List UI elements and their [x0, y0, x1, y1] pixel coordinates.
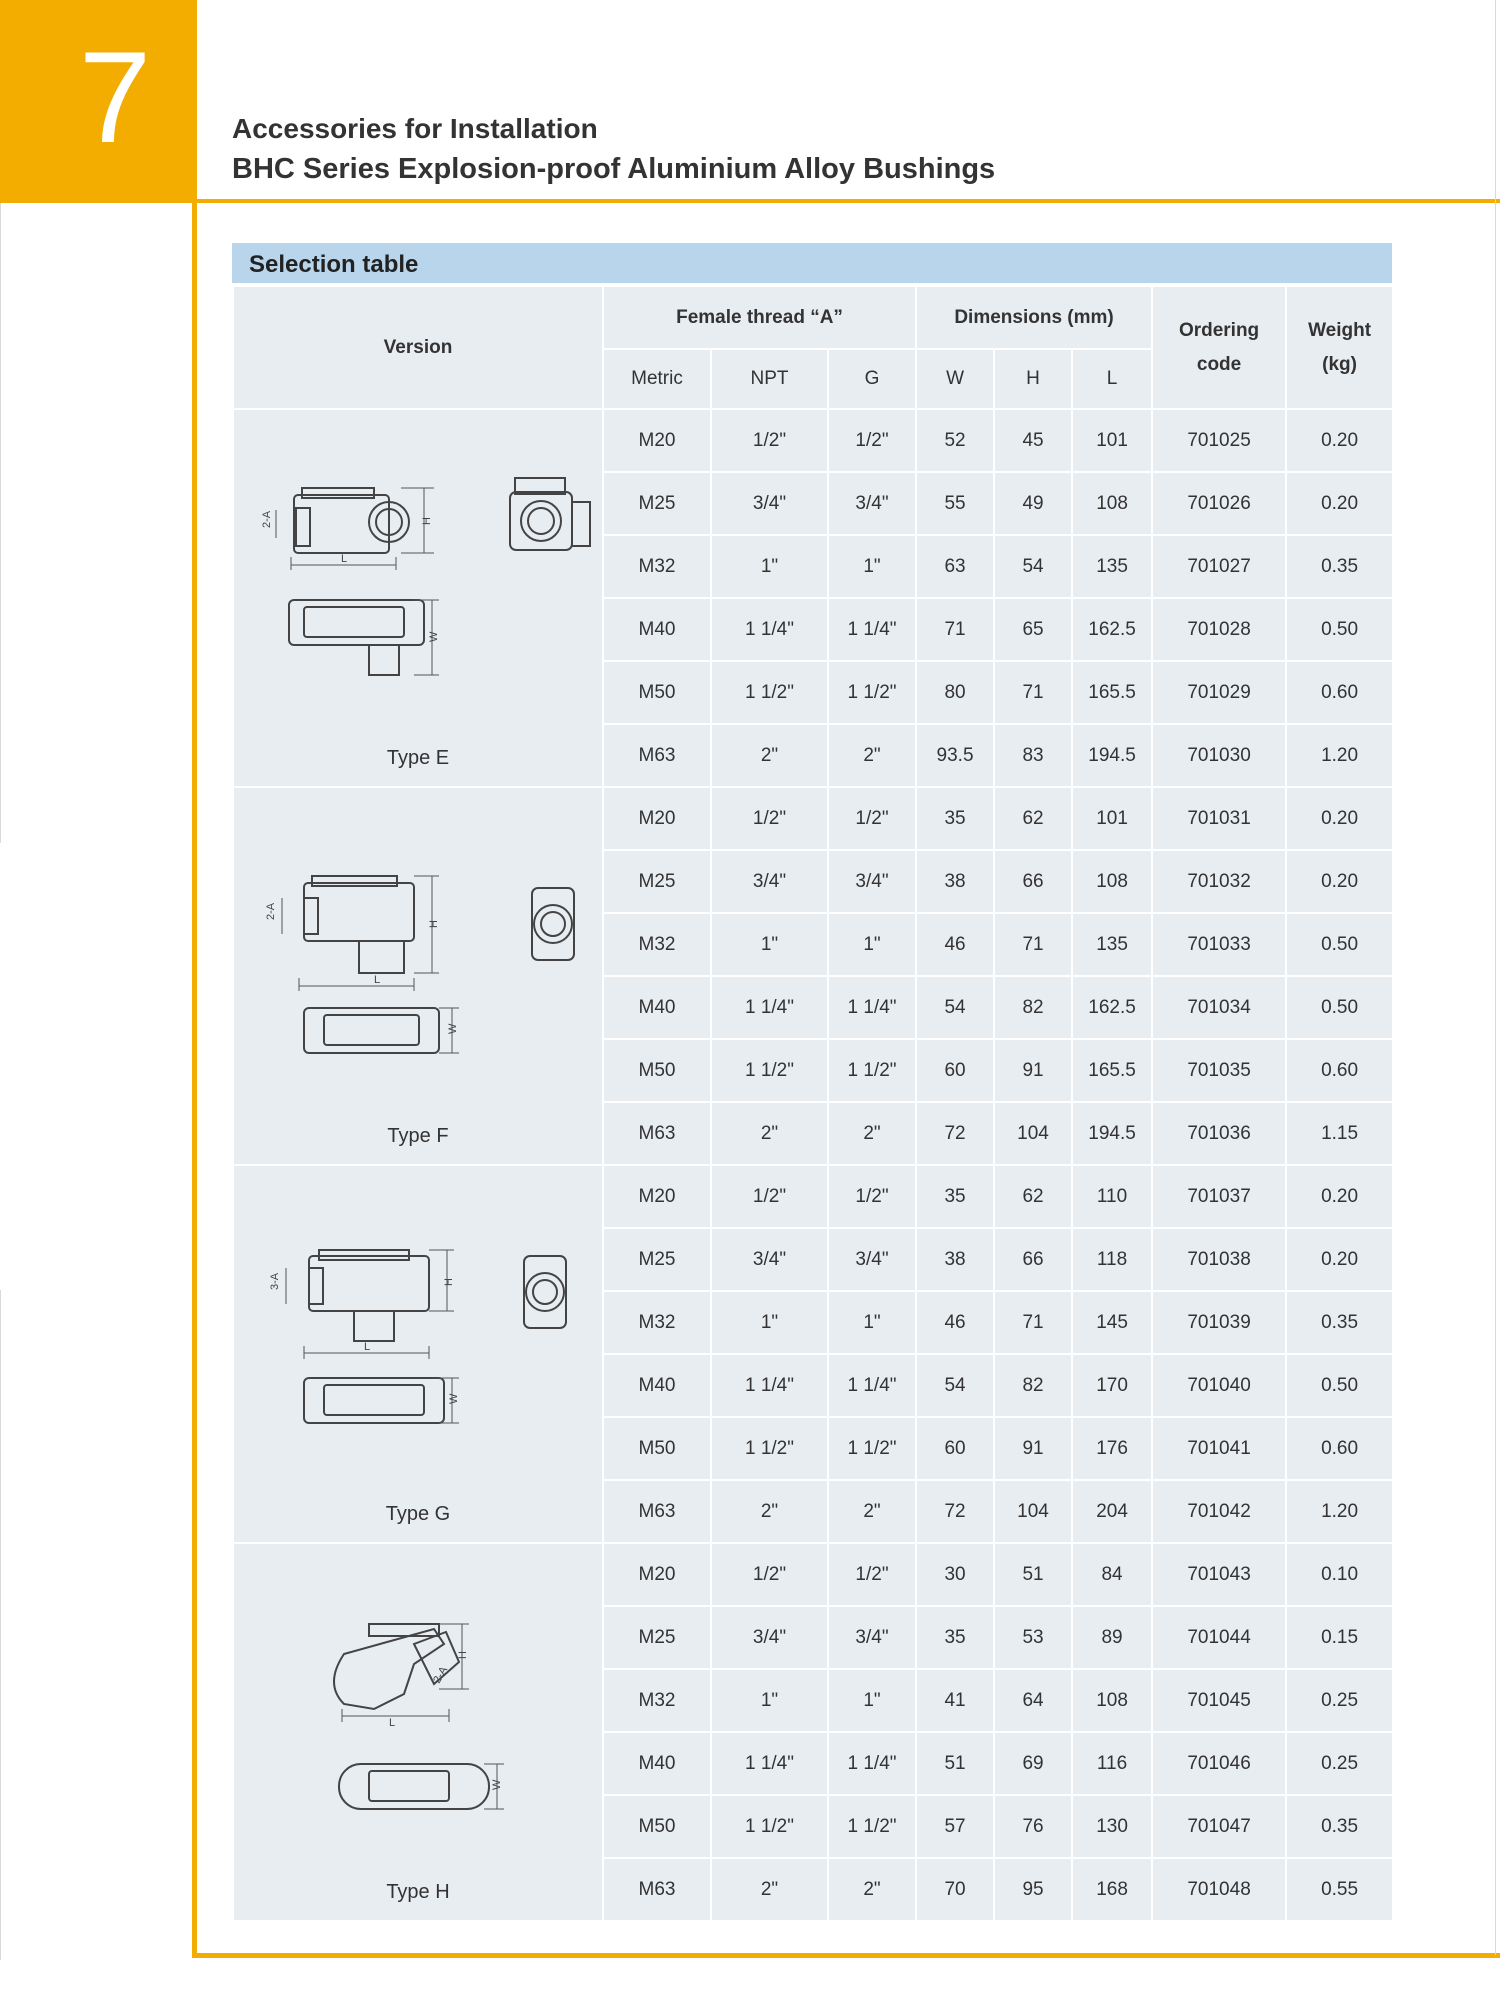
ordering-code-cell: 701029	[1152, 661, 1286, 724]
h-cell: 65	[994, 598, 1072, 661]
female-thread-header: Female thread “A”	[603, 286, 916, 349]
npt-cell: 3/4"	[711, 850, 828, 913]
g-cell: 1 1/2"	[828, 1417, 916, 1480]
npt-cell: 1 1/2"	[711, 1039, 828, 1102]
l-cell: 170	[1072, 1354, 1152, 1417]
metric-cell: M20	[603, 1165, 711, 1228]
npt-cell: 1/2"	[711, 409, 828, 472]
l-cell: 194.5	[1072, 1102, 1152, 1165]
npt-cell: 2"	[711, 1858, 828, 1921]
version-cell	[233, 1165, 603, 1543]
l-cell: 168	[1072, 1858, 1152, 1921]
metric-cell: M25	[603, 1228, 711, 1291]
w-cell: 38	[916, 850, 994, 913]
ordering-code-cell: 701027	[1152, 535, 1286, 598]
w-cell: 60	[916, 1417, 994, 1480]
w-header: W	[916, 349, 994, 409]
h-cell: 45	[994, 409, 1072, 472]
h-cell: 82	[994, 976, 1072, 1039]
w-cell: 30	[916, 1543, 994, 1606]
ordering-code-cell: 701031	[1152, 787, 1286, 850]
weight-cell: 0.50	[1286, 598, 1393, 661]
npt-cell: 1 1/2"	[711, 1795, 828, 1858]
g-cell: 1 1/4"	[828, 598, 916, 661]
dim-a: 2-A	[261, 510, 273, 528]
ordering-code-cell: 701030	[1152, 724, 1286, 787]
weight-cell: 0.50	[1286, 976, 1393, 1039]
g-cell: 1 1/2"	[828, 1039, 916, 1102]
weight-cell: 0.25	[1286, 1669, 1393, 1732]
g-cell: 3/4"	[828, 1606, 916, 1669]
weight-cell: 0.20	[1286, 472, 1393, 535]
npt-header: NPT	[711, 349, 828, 409]
l-cell: 108	[1072, 472, 1152, 535]
ordering-code-cell: 701042	[1152, 1480, 1286, 1543]
l-cell: 165.5	[1072, 661, 1152, 724]
h-cell: 95	[994, 1858, 1072, 1921]
g-cell: 3/4"	[828, 472, 916, 535]
w-cell: 60	[916, 1039, 994, 1102]
metric-cell: M50	[603, 661, 711, 724]
ordering-code-cell: 701048	[1152, 1858, 1286, 1921]
g-cell: 1 1/2"	[828, 661, 916, 724]
chapter-number: 7	[78, 24, 152, 170]
g-cell: 1"	[828, 1291, 916, 1354]
g-cell: 1 1/4"	[828, 1354, 916, 1417]
l-cell: 165.5	[1072, 1039, 1152, 1102]
g-cell: 2"	[828, 1480, 916, 1543]
metric-cell: M50	[603, 1795, 711, 1858]
npt-cell: 1 1/2"	[711, 1417, 828, 1480]
npt-cell: 2"	[711, 1102, 828, 1165]
h-cell: 76	[994, 1795, 1072, 1858]
w-cell: 63	[916, 535, 994, 598]
g-cell: 1 1/4"	[828, 1732, 916, 1795]
l-cell: 204	[1072, 1480, 1152, 1543]
weight-cell: 0.20	[1286, 1165, 1393, 1228]
g-cell: 1/2"	[828, 1543, 916, 1606]
h-cell: 91	[994, 1039, 1072, 1102]
ordering-code-cell: 701047	[1152, 1795, 1286, 1858]
dim-l: L	[364, 1341, 371, 1353]
dim-h: H	[443, 1278, 455, 1286]
h-cell: 83	[994, 724, 1072, 787]
ordering-code-cell: 701037	[1152, 1165, 1286, 1228]
metric-cell: M32	[603, 913, 711, 976]
ordering-code-cell: 701032	[1152, 850, 1286, 913]
h-cell: 82	[994, 1354, 1072, 1417]
npt-cell: 1/2"	[711, 787, 828, 850]
metric-cell: M20	[603, 409, 711, 472]
w-cell: 38	[916, 1228, 994, 1291]
l-cell: 116	[1072, 1732, 1152, 1795]
metric-cell: M63	[603, 724, 711, 787]
ordering-code-cell: 701046	[1152, 1732, 1286, 1795]
g-cell: 1/2"	[828, 787, 916, 850]
metric-cell: M63	[603, 1480, 711, 1543]
weight-cell: 0.15	[1286, 1606, 1393, 1669]
dim-w: W	[428, 631, 440, 642]
w-cell: 55	[916, 472, 994, 535]
w-cell: 72	[916, 1102, 994, 1165]
weight-header: Weight (kg)	[1286, 286, 1393, 409]
version-header: Version	[233, 286, 603, 409]
h-cell: 104	[994, 1480, 1072, 1543]
type-e-drawing	[234, 410, 600, 780]
page-edge-line	[1495, 0, 1496, 1955]
table-row	[233, 787, 1393, 850]
g-cell: 2"	[828, 724, 916, 787]
metric-cell: M25	[603, 472, 711, 535]
npt-cell: 1 1/4"	[711, 1354, 828, 1417]
metric-cell: M40	[603, 1732, 711, 1795]
l-cell: 110	[1072, 1165, 1152, 1228]
type-g-drawing	[234, 1166, 600, 1536]
w-cell: 54	[916, 1354, 994, 1417]
l-cell: 135	[1072, 913, 1152, 976]
version-cell	[233, 1543, 603, 1921]
g-cell: 1"	[828, 535, 916, 598]
npt-cell: 3/4"	[711, 472, 828, 535]
npt-cell: 1/2"	[711, 1543, 828, 1606]
metric-cell: M20	[603, 1543, 711, 1606]
ordering-code-cell: 701040	[1152, 1354, 1286, 1417]
w-cell: 93.5	[916, 724, 994, 787]
g-cell: 1 1/4"	[828, 976, 916, 1039]
g-cell: 2"	[828, 1858, 916, 1921]
npt-cell: 2"	[711, 1480, 828, 1543]
ordering-code-cell: 701026	[1152, 472, 1286, 535]
ordering-code-cell: 701043	[1152, 1543, 1286, 1606]
metric-cell: M50	[603, 1417, 711, 1480]
metric-cell: M40	[603, 1354, 711, 1417]
npt-cell: 3/4"	[711, 1606, 828, 1669]
ordering-code-cell: 701035	[1152, 1039, 1286, 1102]
npt-cell: 1"	[711, 1291, 828, 1354]
npt-cell: 1 1/2"	[711, 661, 828, 724]
h-cell: 62	[994, 1165, 1072, 1228]
header-rule	[197, 199, 1500, 203]
w-cell: 57	[916, 1795, 994, 1858]
g-cell: 3/4"	[828, 1228, 916, 1291]
w-cell: 54	[916, 976, 994, 1039]
npt-cell: 1"	[711, 913, 828, 976]
l-cell: 176	[1072, 1417, 1152, 1480]
ordering-code-cell: 701041	[1152, 1417, 1286, 1480]
h-cell: 104	[994, 1102, 1072, 1165]
l-cell: 108	[1072, 850, 1152, 913]
ordering-code-header: Ordering code	[1152, 286, 1286, 409]
dim-h: H	[421, 517, 433, 525]
ordering-code-cell: 701044	[1152, 1606, 1286, 1669]
dim-w: W	[447, 1023, 459, 1034]
metric-cell: M32	[603, 535, 711, 598]
weight-cell: 0.60	[1286, 661, 1393, 724]
version-type-label: Type F	[387, 1125, 449, 1147]
type-h-drawing	[234, 1544, 600, 1914]
dim-l: L	[341, 553, 348, 565]
metric-cell: M32	[603, 1291, 711, 1354]
weight-cell: 1.20	[1286, 1480, 1393, 1543]
ordering-code-cell: 701028	[1152, 598, 1286, 661]
npt-cell: 1 1/4"	[711, 976, 828, 1039]
l-cell: 162.5	[1072, 976, 1152, 1039]
w-cell: 46	[916, 913, 994, 976]
ordering-code-cell: 701033	[1152, 913, 1286, 976]
page-title: Accessories for Installation	[232, 113, 598, 144]
dim-l: L	[389, 1717, 396, 1729]
version-type-label: Type G	[385, 1503, 451, 1525]
npt-cell: 1/2"	[711, 1165, 828, 1228]
section-label: Selection table	[249, 251, 419, 278]
npt-cell: 2"	[711, 724, 828, 787]
metric-header: Metric	[603, 349, 711, 409]
l-cell: 145	[1072, 1291, 1152, 1354]
g-cell: 2"	[828, 1102, 916, 1165]
dim-a: 2-A	[431, 1664, 451, 1686]
table-row	[233, 1543, 1393, 1606]
g-cell: 1/2"	[828, 1165, 916, 1228]
dim-l: L	[374, 974, 381, 986]
version-cell	[233, 409, 603, 787]
version-type-label: Type E	[386, 747, 450, 769]
h-cell: 49	[994, 472, 1072, 535]
weight-cell: 0.20	[1286, 409, 1393, 472]
w-cell: 72	[916, 1480, 994, 1543]
selection-table	[232, 285, 1394, 1922]
w-cell: 35	[916, 787, 994, 850]
weight-cell: 0.35	[1286, 535, 1393, 598]
page-edge-line	[0, 1290, 1, 1960]
weight-cell: 0.20	[1286, 850, 1393, 913]
w-cell: 52	[916, 409, 994, 472]
metric-cell: M40	[603, 598, 711, 661]
metric-cell: M20	[603, 787, 711, 850]
metric-cell: M32	[603, 1669, 711, 1732]
weight-cell: 1.20	[1286, 724, 1393, 787]
ordering-code-cell: 701045	[1152, 1669, 1286, 1732]
g-cell: 1/2"	[828, 409, 916, 472]
bottom-rule	[192, 1953, 1500, 1958]
page-edge-line	[0, 203, 1, 843]
g-header: G	[828, 349, 916, 409]
weight-cell: 0.35	[1286, 1795, 1393, 1858]
l-cell: 84	[1072, 1543, 1152, 1606]
weight-cell: 0.35	[1286, 1291, 1393, 1354]
l-cell: 89	[1072, 1606, 1152, 1669]
npt-cell: 1"	[711, 1669, 828, 1732]
metric-cell: M63	[603, 1858, 711, 1921]
w-cell: 70	[916, 1858, 994, 1921]
g-cell: 1 1/2"	[828, 1795, 916, 1858]
l-cell: 162.5	[1072, 598, 1152, 661]
h-cell: 53	[994, 1606, 1072, 1669]
ordering-code-cell: 701036	[1152, 1102, 1286, 1165]
weight-cell: 0.60	[1286, 1417, 1393, 1480]
l-cell: 135	[1072, 535, 1152, 598]
h-cell: 62	[994, 787, 1072, 850]
h-cell: 69	[994, 1732, 1072, 1795]
h-cell: 71	[994, 661, 1072, 724]
g-cell: 1"	[828, 913, 916, 976]
weight-cell: 0.55	[1286, 1858, 1393, 1921]
w-cell: 51	[916, 1732, 994, 1795]
w-cell: 46	[916, 1291, 994, 1354]
npt-cell: 1"	[711, 535, 828, 598]
metric-cell: M63	[603, 1102, 711, 1165]
dim-a: 3-A	[269, 1272, 281, 1290]
dimensions-header: Dimensions (mm)	[916, 286, 1152, 349]
l-header: L	[1072, 349, 1152, 409]
h-cell: 54	[994, 535, 1072, 598]
weight-cell: 0.10	[1286, 1543, 1393, 1606]
weight-cell: 0.20	[1286, 1228, 1393, 1291]
ordering-code-cell: 701039	[1152, 1291, 1286, 1354]
version-cell	[233, 787, 603, 1165]
type-f-drawing	[234, 788, 600, 1158]
h-cell: 51	[994, 1543, 1072, 1606]
h-cell: 66	[994, 1228, 1072, 1291]
npt-cell: 3/4"	[711, 1228, 828, 1291]
h-cell: 71	[994, 1291, 1072, 1354]
w-cell: 71	[916, 598, 994, 661]
table-row	[233, 1165, 1393, 1228]
h-cell: 91	[994, 1417, 1072, 1480]
dim-w: W	[491, 1779, 503, 1790]
weight-cell: 0.50	[1286, 1354, 1393, 1417]
l-cell: 108	[1072, 1669, 1152, 1732]
ordering-code-cell: 701038	[1152, 1228, 1286, 1291]
npt-cell: 1 1/4"	[711, 1732, 828, 1795]
npt-cell: 1 1/4"	[711, 598, 828, 661]
dim-w: W	[448, 1393, 460, 1404]
weight-cell: 1.15	[1286, 1102, 1393, 1165]
h-header: H	[994, 349, 1072, 409]
dim-h: H	[457, 1651, 469, 1659]
ordering-code-cell: 701034	[1152, 976, 1286, 1039]
g-cell: 3/4"	[828, 850, 916, 913]
metric-cell: M40	[603, 976, 711, 1039]
l-cell: 101	[1072, 787, 1152, 850]
l-cell: 118	[1072, 1228, 1152, 1291]
h-cell: 71	[994, 913, 1072, 976]
l-cell: 101	[1072, 409, 1152, 472]
w-cell: 35	[916, 1165, 994, 1228]
ordering-code-cell: 701025	[1152, 409, 1286, 472]
dim-h: H	[428, 920, 440, 928]
g-cell: 1"	[828, 1669, 916, 1732]
dim-a: 2-A	[265, 902, 277, 920]
section-header-bar	[232, 243, 1392, 283]
l-cell: 194.5	[1072, 724, 1152, 787]
l-cell: 130	[1072, 1795, 1152, 1858]
left-rule	[192, 203, 197, 1958]
w-cell: 35	[916, 1606, 994, 1669]
metric-cell: M25	[603, 1606, 711, 1669]
weight-cell: 0.60	[1286, 1039, 1393, 1102]
weight-cell: 0.50	[1286, 913, 1393, 976]
table-row	[233, 409, 1393, 472]
h-cell: 66	[994, 850, 1072, 913]
w-cell: 41	[916, 1669, 994, 1732]
w-cell: 80	[916, 661, 994, 724]
page-subtitle: BHC Series Explosion-proof Aluminium Alloy Bushings	[232, 153, 996, 185]
weight-cell: 0.25	[1286, 1732, 1393, 1795]
metric-cell: M50	[603, 1039, 711, 1102]
weight-cell: 0.20	[1286, 787, 1393, 850]
h-cell: 64	[994, 1669, 1072, 1732]
metric-cell: M25	[603, 850, 711, 913]
version-type-label: Type H	[386, 1881, 450, 1903]
